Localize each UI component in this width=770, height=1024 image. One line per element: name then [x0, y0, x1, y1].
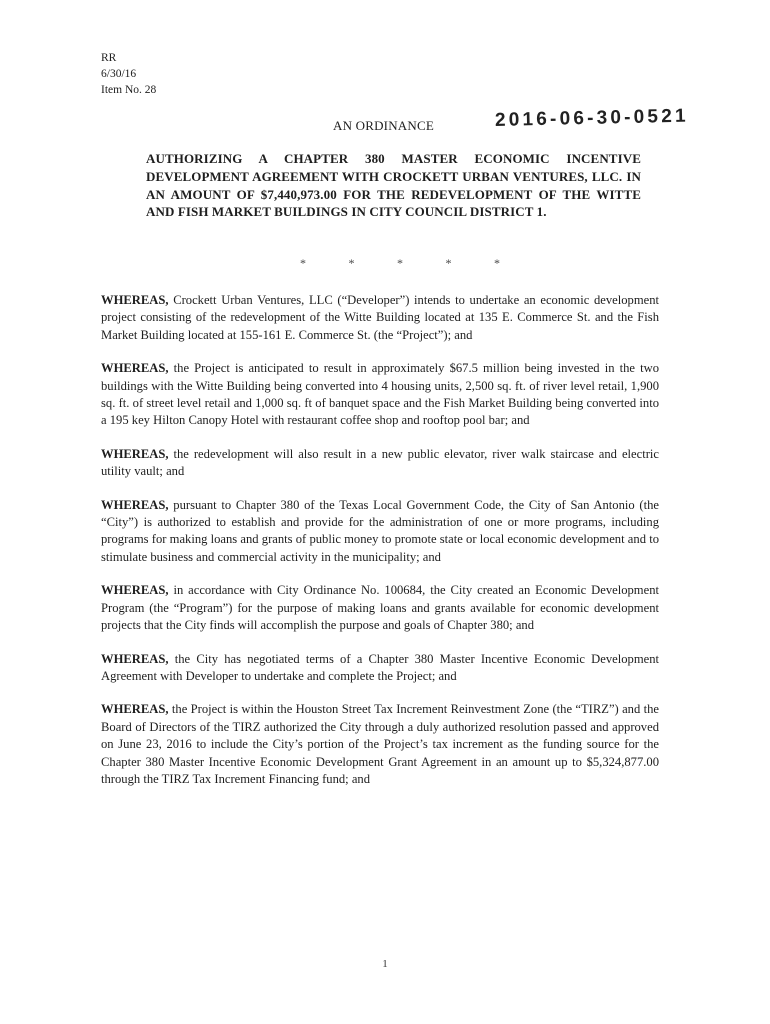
separator-star: *: [300, 256, 306, 270]
whereas-text: Crockett Urban Ventures, LLC (“Developer”) intends to undertake an economic development project consisting of the redevelopment of the Witte Building located at 135 E. Commerce St. and the Fish Market Building located at 155-161 E. Commerce St. (the “Project”); and: [101, 293, 659, 342]
item-number: Item No. 28: [101, 84, 157, 96]
whereas-paragraph: [101, 292, 659, 344]
whereas-text: the redevelopment will also result in a new public elevator, river walk staircase and electric utility vault; and: [101, 446, 659, 479]
whereas-text: the City has negotiated terms of a Chapter 380 Master Incentive Economic Development Agreement with Developer to undertake and complete the Project; and: [101, 651, 659, 683]
whereas-paragraph: [101, 582, 659, 634]
ordinance-number-stamp: 2016-06-30-0521: [494, 105, 689, 131]
whereas-lead: WHEREAS,: [101, 497, 169, 512]
separator-star: *: [494, 256, 500, 270]
whereas-text: pursuant to Chapter 380 of the Texas Local Government Code, the City of San Antonio (the “City”) is authorized to establish and provide for the administration of one or more programs, including programs for making loans and grants of public money to promote state or local economic development and to stimulate business and commercial activity in the municipality; and: [101, 497, 659, 564]
separator-star: *: [348, 256, 355, 270]
whereas-lead: WHEREAS,: [101, 293, 169, 307]
date: 6/30/16: [101, 68, 137, 80]
separator-star: *: [397, 256, 403, 270]
whereas-paragraph: [101, 497, 659, 567]
ordinance-label: AN ORDINANCE: [333, 118, 434, 133]
whereas-lead: WHEREAS,: [101, 446, 169, 461]
whereas-lead: WHEREAS,: [101, 583, 169, 598]
whereas-paragraph: [101, 701, 659, 788]
separator-star: *: [445, 256, 452, 270]
whereas-lead: WHEREAS,: [101, 702, 169, 717]
whereas-lead: WHEREAS,: [101, 651, 169, 666]
separator-stars: [300, 256, 500, 271]
whereas-text: in accordance with City Ordinance No. 100684, the City created an Economic Development Program (the “Program”) for the purpose of making loans and grants available for economic development projects that the City finds will accomplish the purpose and goals of Chapter 380; and: [101, 583, 659, 633]
whereas-paragraph: [101, 446, 659, 481]
whereas-text: the Project is anticipated to result in approximately $67.5 million being invested in the two buildings with the Witte Building being converted into 4 housing units, 2,500 sq. ft. of river level retail, 1,900 sq. ft. of street level retail and 1,000 sq. ft of banquet space and the Fish Market Building being converted into a 195 key Hilton Canopy Hotel with restaurant coffee shop and rooftop pool bar; and: [101, 361, 659, 428]
page-number: 1: [382, 958, 388, 970]
whereas-lead: WHEREAS,: [101, 361, 169, 376]
whereas-paragraph: [101, 360, 659, 430]
whereas-text: the Project is within the Houston Street Tax Increment Reinvestment Zone (the “TIRZ”) and the Board of Directors of the TIRZ authorized the City through a duly authorized resolution passed and approved on June 23, 2016 to include the City’s portion of the Project’s tax increment as the funding source for the Chapter 380 Master Incentive Economic Development Grant Agreement in an amount up to $5,324,877.00 through the TIRZ Tax Increment Financing fund; and: [101, 702, 659, 786]
header-block: [101, 50, 156, 98]
whereas-clauses: [101, 292, 659, 804]
initials: RR: [101, 52, 117, 64]
ordinance-line: [333, 105, 753, 140]
whereas-paragraph: [101, 651, 659, 686]
ordinance-title: AUTHORIZING A CHAPTER 380 MASTER ECONOMIC INCENTIVE DEVELOPMENT AGREEMENT WITH CROCKETT URBAN VENTURES, LLC. IN AN AMOUNT OF $7,440,973.00 FOR THE REDEVELOPMENT OF THE WITTE AND FISH MARKET BUILDINGS IN CITY COUNCIL DISTRICT 1.: [146, 151, 641, 220]
